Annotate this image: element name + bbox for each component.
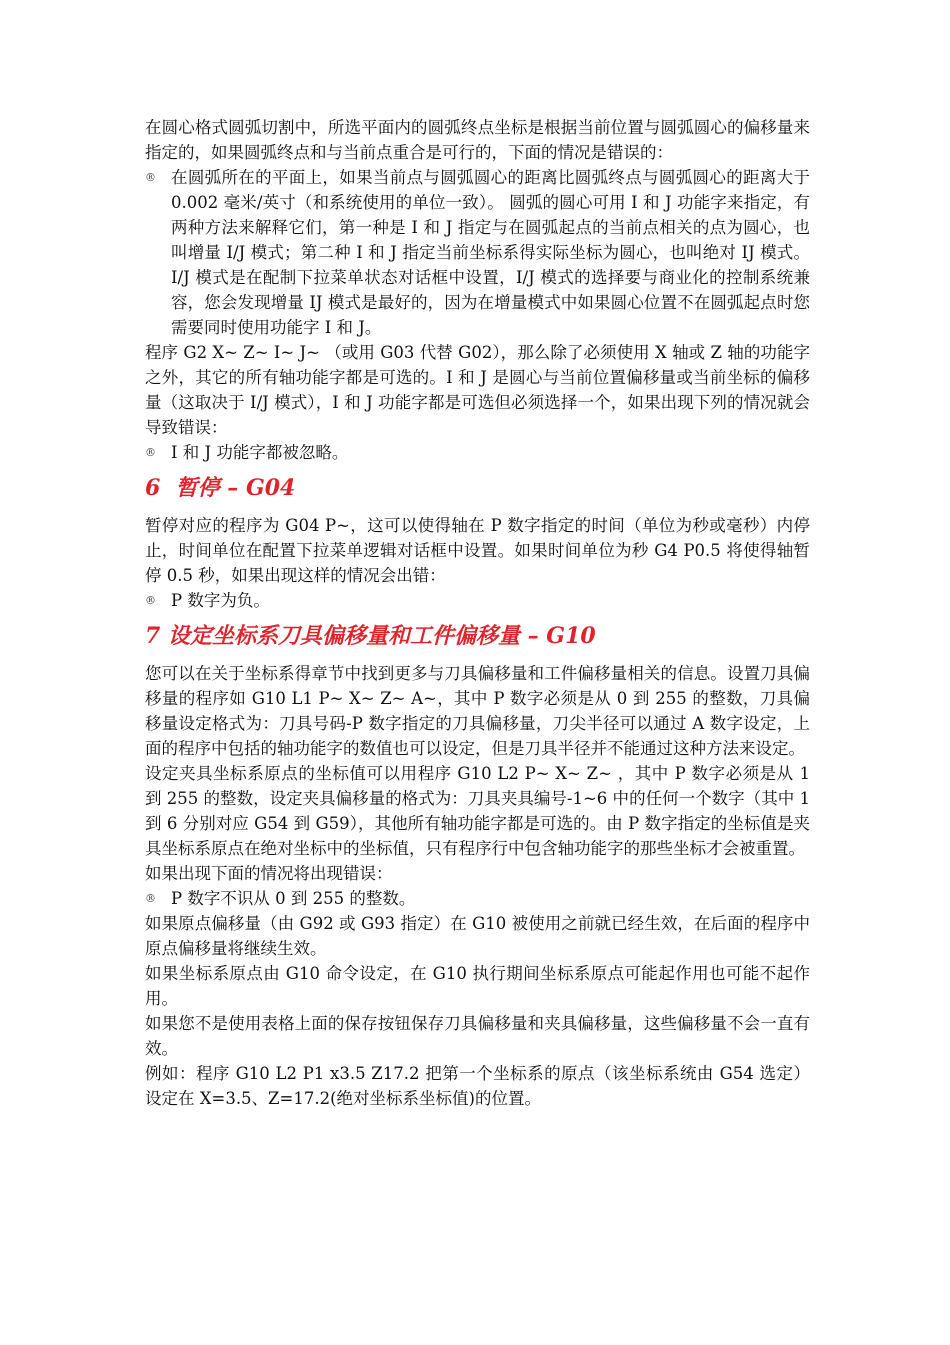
paragraph-dwell: 暂停对应的程序为 G04 P~，这可以使得轴在 P 数字指定的时间（单位为秒或毫秒）内停止，时间单位在配置下拉菜单逻辑对话框中设置。如果时间单位为秒 G4 P0.5 将使得轴暂停 0.5 秒，如果出现这样的情况会出错：: [145, 516, 810, 585]
list-item-text: I 和 J 功能字都被忽略。: [171, 443, 349, 462]
paragraph-g10-origin: 如果坐标系原点由 G10 命令设定，在 G10 执行期间坐标系原点可能起作用也可能不起作用。: [145, 964, 810, 1008]
bullet-icon: ®: [145, 171, 156, 184]
list-item: [145, 588, 810, 613]
bullet-icon: ®: [145, 446, 156, 459]
paragraph-arc-center-format: 在圆心格式圆弧切割中，所选平面内的圆弧终点坐标是根据当前位置与圆弧圆心的偏移量来指定的，如果圆弧终点和与当前点重合是可行的，下面的情况是错误的：: [145, 118, 810, 162]
paragraph-origin-offset: 如果原点偏移量（由 G92 或 G93 指定）在 G10 被使用之前就已经生效，在后面的程序中原点偏移量将继续生效。: [145, 914, 810, 958]
section-heading-g10: 7 设定坐标系刀具偏移量和工件偏移量 – G10: [145, 623, 596, 649]
paragraph-fixture-offset: 设定夹具坐标系原点的坐标值可以用程序 G10 L2 P~ X~ Z~ ，其中 P 数字必须是从 1 到 255 的整数，设定夹具偏移量的格式为：刀具夹具编号-1~6 中的任何一个数字（其中 1 到 6 分别对应 G54 到 G59），其他所有轴功能字都是可选的。由 P 数字指定的坐标值是夹具坐标系原点在绝对坐标中的坐标值，只有程序行中包含轴功能字的那些坐标才会被重置。: [145, 764, 810, 858]
paragraph-g2-program: 程序 G2 X~ Z~ I~ J~ （或用 G03 代替 G02），那么除了必须使用 X 轴或 Z 轴的功能字之外，其它的所有轴功能字都是可选的。I 和 J 是圆心与当前位置偏移量或当前坐标的偏移量（这取决于 I/J 模式），I 和 J 功能字都是可选但必须选择一个，如果出现下列的情况就会导致错误：: [145, 343, 810, 437]
document-body: [145, 115, 810, 1111]
list-item: [145, 165, 810, 340]
bullet-icon: ®: [145, 594, 156, 607]
paragraph-example: 例如：程序 G10 L2 P1 x3.5 Z17.2 把第一个坐标系的原点（该坐标系统由 G54 选定）设定在 X=3.5、Z=17.2(绝对坐标系坐标值)的位置。: [145, 1064, 810, 1108]
paragraph-error-intro: 如果出现下面的情况将出现错误：: [145, 864, 393, 883]
list-item-text: P 数字不识从 0 到 255 的整数。: [171, 889, 416, 908]
paragraph-save-button-note: 如果您不是使用表格上面的保存按钮保存刀具偏移量和夹具偏移量，这些偏移量不会一直有效。: [145, 1014, 810, 1058]
bullet-icon: ®: [145, 892, 156, 905]
list-item: [145, 440, 810, 465]
list-item-text: P 数字为负。: [171, 591, 270, 610]
list-item-text: 在圆弧所在的平面上，如果当前点与圆弧圆心的距离比圆弧终点与圆弧圆心的距离大于 0.002 毫米/英寸（和系统使用的单位一致）。 圆弧的圆心可用 I 和 J 功能字来指定，有两种方法来解释它们，第一种是 I 和 J 指定与在圆弧起点的当前点相关的点为圆心，也叫增量 I/J 模式；第二种 I 和 J 指定当前坐标系得实际坐标为圆心，也叫绝对 IJ 模式。I/J 模式是在配制下拉菜单状态对话框中设置，I/J 模式的选择要与商业化的控制系统兼容，您会发现增量 IJ 模式是最好的，因为在增量模式中如果圆心位置不在圆弧起点时您需要同时使用功能字 I 和 J。: [171, 168, 810, 337]
list-item: [145, 886, 810, 911]
section-heading-g04: 6 暂停 – G04: [145, 475, 296, 501]
paragraph-tool-offset: 您可以在关于坐标系得章节中找到更多与刀具偏移量和工件偏移量相关的信息。设置刀具偏移量的程序如 G10 L1 P~ X~ Z~ A~，其中 P 数字必须是从 0 到 255 的整数，刀具偏移量设定格式为：刀具号码-P 数字指定的刀具偏移量，刀尖半径可以通过 A 数字设定，上面的程序中包括的轴功能字的数值也可以设定，但是刀具半径并不能通过这种方法来设定。: [145, 664, 810, 758]
